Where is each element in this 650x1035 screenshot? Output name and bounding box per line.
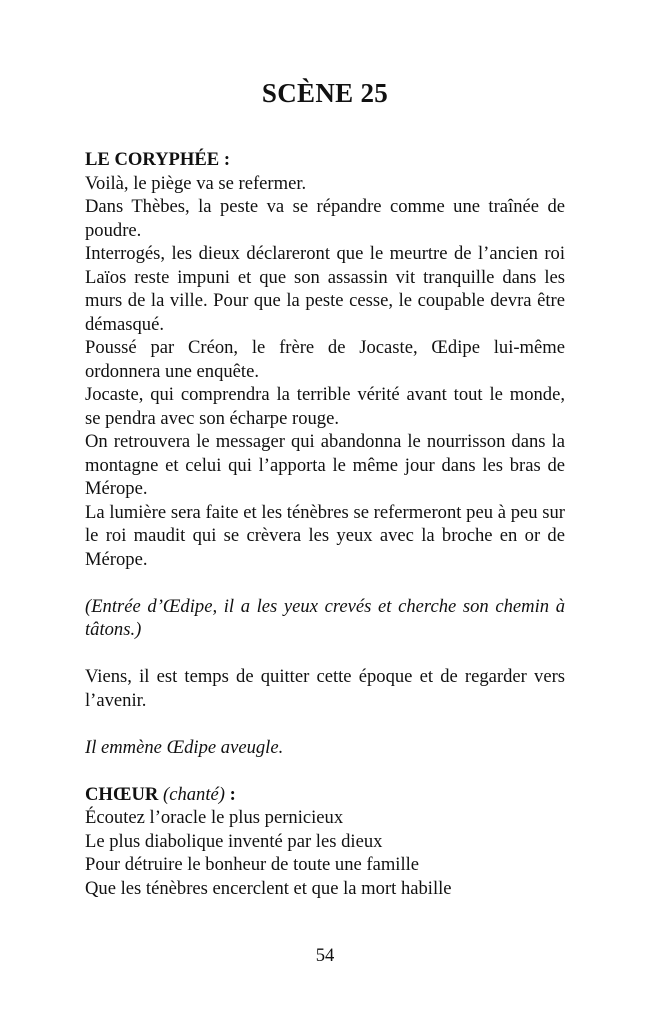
coryphee-line: Jocaste, qui comprendra la terrible vérité avant tout le monde, se pendra avec son écharpe rouge.: [85, 384, 565, 429]
speaker-choeur: CHŒUR: [85, 783, 159, 805]
speaker-note: (chanté): [163, 783, 225, 805]
coryphee-line: Dans Thèbes, la peste va se répandre comme une traînée de poudre.: [85, 196, 565, 241]
scene-title: SCÈNE 25: [261, 78, 389, 108]
page-body: [85, 148, 565, 900]
speaker-colon: :: [224, 783, 236, 805]
stage-direction: Il emmène Œdipe aveugle.: [85, 736, 284, 758]
paragraph-gap: [85, 759, 565, 783]
coryphee-line: Poussé par Créon, le frère de Jocaste, Œdipe lui-même ordonnera une enquête.: [85, 337, 565, 382]
choeur-line: Le plus diabolique inventé par les dieux: [85, 830, 383, 852]
paragraph-gap: [85, 642, 565, 666]
speaker-choeur-line: [85, 783, 565, 807]
coryphee-line: Viens, il est temps de quitter cette époque et de regarder vers l’avenir.: [85, 666, 565, 711]
choeur-line: Pour détruire le bonheur de toute une famille: [85, 854, 420, 875]
page-number: 54: [315, 945, 335, 966]
speaker-coryphee: LE CORYPHÉE :: [85, 149, 231, 170]
coryphee-line: Voilà, le piège va se refermer.: [85, 172, 307, 194]
choeur-line: Écoutez l’oracle le plus pernicieux: [85, 807, 344, 828]
coryphee-line: Interrogés, les dieux déclareront que le meurtre de l’ancien roi Laïos reste impuni et que son assassin vit tranquille dans les murs de la ville. Pour que la peste cesse, le coupable devra être démasqué.: [85, 243, 565, 335]
stage-direction: (Entrée d’Œdipe, il a les yeux crevés et cherche son chemin à tâtons.): [85, 595, 565, 640]
coryphee-line: On retrouvera le messager qui abandonna le nourrisson dans la montagne et celui qui l’apporta le même jour dans les bras de Mérope.: [85, 431, 565, 499]
paragraph-gap: [85, 571, 565, 595]
choeur-line: Que les ténèbres encerclent et que la mort habille: [85, 877, 452, 899]
coryphee-line: La lumière sera faite et les ténèbres se refermeront peu à peu sur le roi maudit qui se crèvera les yeux avec la broche en or de Mérope.: [85, 501, 565, 570]
paragraph-gap: [85, 712, 565, 736]
